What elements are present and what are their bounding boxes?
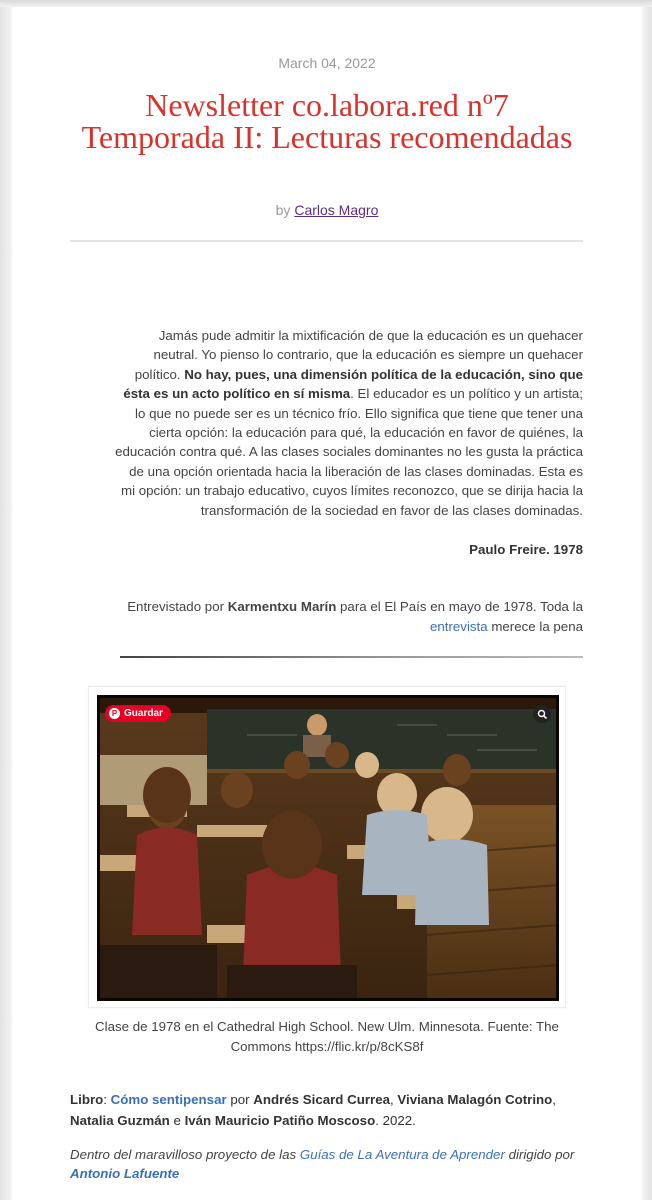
by-label: by bbox=[275, 202, 291, 218]
book-author: Andrés Sicard Currea bbox=[253, 1092, 390, 1107]
book-por: por bbox=[226, 1092, 254, 1107]
book-title-link[interactable]: Cómo sentipensar bbox=[110, 1092, 227, 1107]
author-link[interactable]: Carlos Magro bbox=[294, 202, 379, 218]
visual-search-glyph bbox=[537, 709, 548, 720]
byline bbox=[12, 202, 642, 218]
visual-search-icon[interactable] bbox=[533, 705, 551, 723]
book-author: Natalia Guzmán bbox=[70, 1113, 170, 1128]
classroom-photo bbox=[97, 695, 559, 1001]
interview-link[interactable]: entrevista bbox=[429, 619, 488, 634]
classroom-figure bbox=[88, 686, 566, 1008]
window-top-edge bbox=[0, 0, 652, 7]
book-sep: , bbox=[552, 1092, 556, 1107]
quote-text-2: . El educador es un político y un artista; lo que no puede ser es un técnico frío. Ello significa que tiene que tener una cierta opción: la educación para qué, la educación en favor de quiénes, la educación contra qué. A las clases sociales dominantes no les gusta la práctica de una opción orientada hacia la liberación de las clases dominadas. Esta es mi opción: un trabajo educativo, cuyos límites reconozco, que se dirija hacia la transformación de la sociedad en favor de las clases dominadas. bbox=[115, 386, 583, 518]
book-sep: e bbox=[169, 1113, 185, 1128]
interviewer-name: Karmentxu Marín bbox=[227, 599, 337, 614]
figure-caption: Clase de 1978 en el Cathedral High School. New Ulm. Minnesota. Fuente: The Commons https://flic.kr/p/8cKS8f bbox=[95, 1019, 559, 1054]
post-title: Newsletter co.labora.red nº7 Temporada II: Lecturas recomendadas bbox=[81, 87, 573, 155]
divider bbox=[70, 240, 583, 242]
book-sep: : bbox=[103, 1092, 111, 1107]
window-left-edge bbox=[0, 7, 12, 1200]
interview-suffix: merece la pena bbox=[487, 619, 583, 634]
book-year: . 2022. bbox=[375, 1113, 416, 1128]
guides-prefix: Dentro del maravilloso proyecto de las bbox=[70, 1147, 300, 1162]
window-right-edge bbox=[642, 7, 652, 1200]
guides-middle: dirigido por bbox=[504, 1147, 575, 1162]
post-date: March 04, 2022 bbox=[278, 55, 376, 71]
pinterest-icon: P bbox=[109, 708, 120, 719]
book-author: Viviana Malagón Cotrino bbox=[397, 1092, 553, 1107]
book-label: Libro bbox=[70, 1092, 104, 1107]
guides-link[interactable]: Guías de La Aventura de Aprender bbox=[299, 1147, 505, 1162]
section-divider bbox=[120, 656, 583, 658]
quote-bold: No hay, pues, una dimensión política de la educación, sino que ésta es un acto político en sí misma bbox=[123, 366, 583, 402]
quote-author: Paulo Freire. 1978 bbox=[469, 542, 583, 557]
classroom-illustration bbox=[97, 695, 559, 1001]
article-page bbox=[12, 7, 642, 1200]
quote-text-1: Jamás pude admitir la mixtificación de que la educación es un quehacer neutral. Yo pienso lo contrario, que la educación es siempre un quehacer político. bbox=[134, 328, 583, 382]
book-sep: , bbox=[389, 1092, 398, 1107]
interview-middle: para el El País en mayo de 1978. Toda la bbox=[336, 599, 583, 614]
interview-prefix: Entrevistado por bbox=[127, 599, 228, 614]
book-recommendation bbox=[70, 1089, 590, 1131]
interview-note bbox=[92, 597, 583, 637]
guides-note bbox=[70, 1145, 590, 1183]
book-author: Iván Mauricio Patiño Moscoso bbox=[184, 1113, 376, 1128]
pinterest-save-label: Guardar bbox=[124, 708, 163, 719]
freire-quote bbox=[112, 326, 583, 520]
director-link[interactable]: Antonio Lafuente bbox=[70, 1166, 180, 1181]
pinterest-save-button[interactable] bbox=[105, 705, 171, 722]
